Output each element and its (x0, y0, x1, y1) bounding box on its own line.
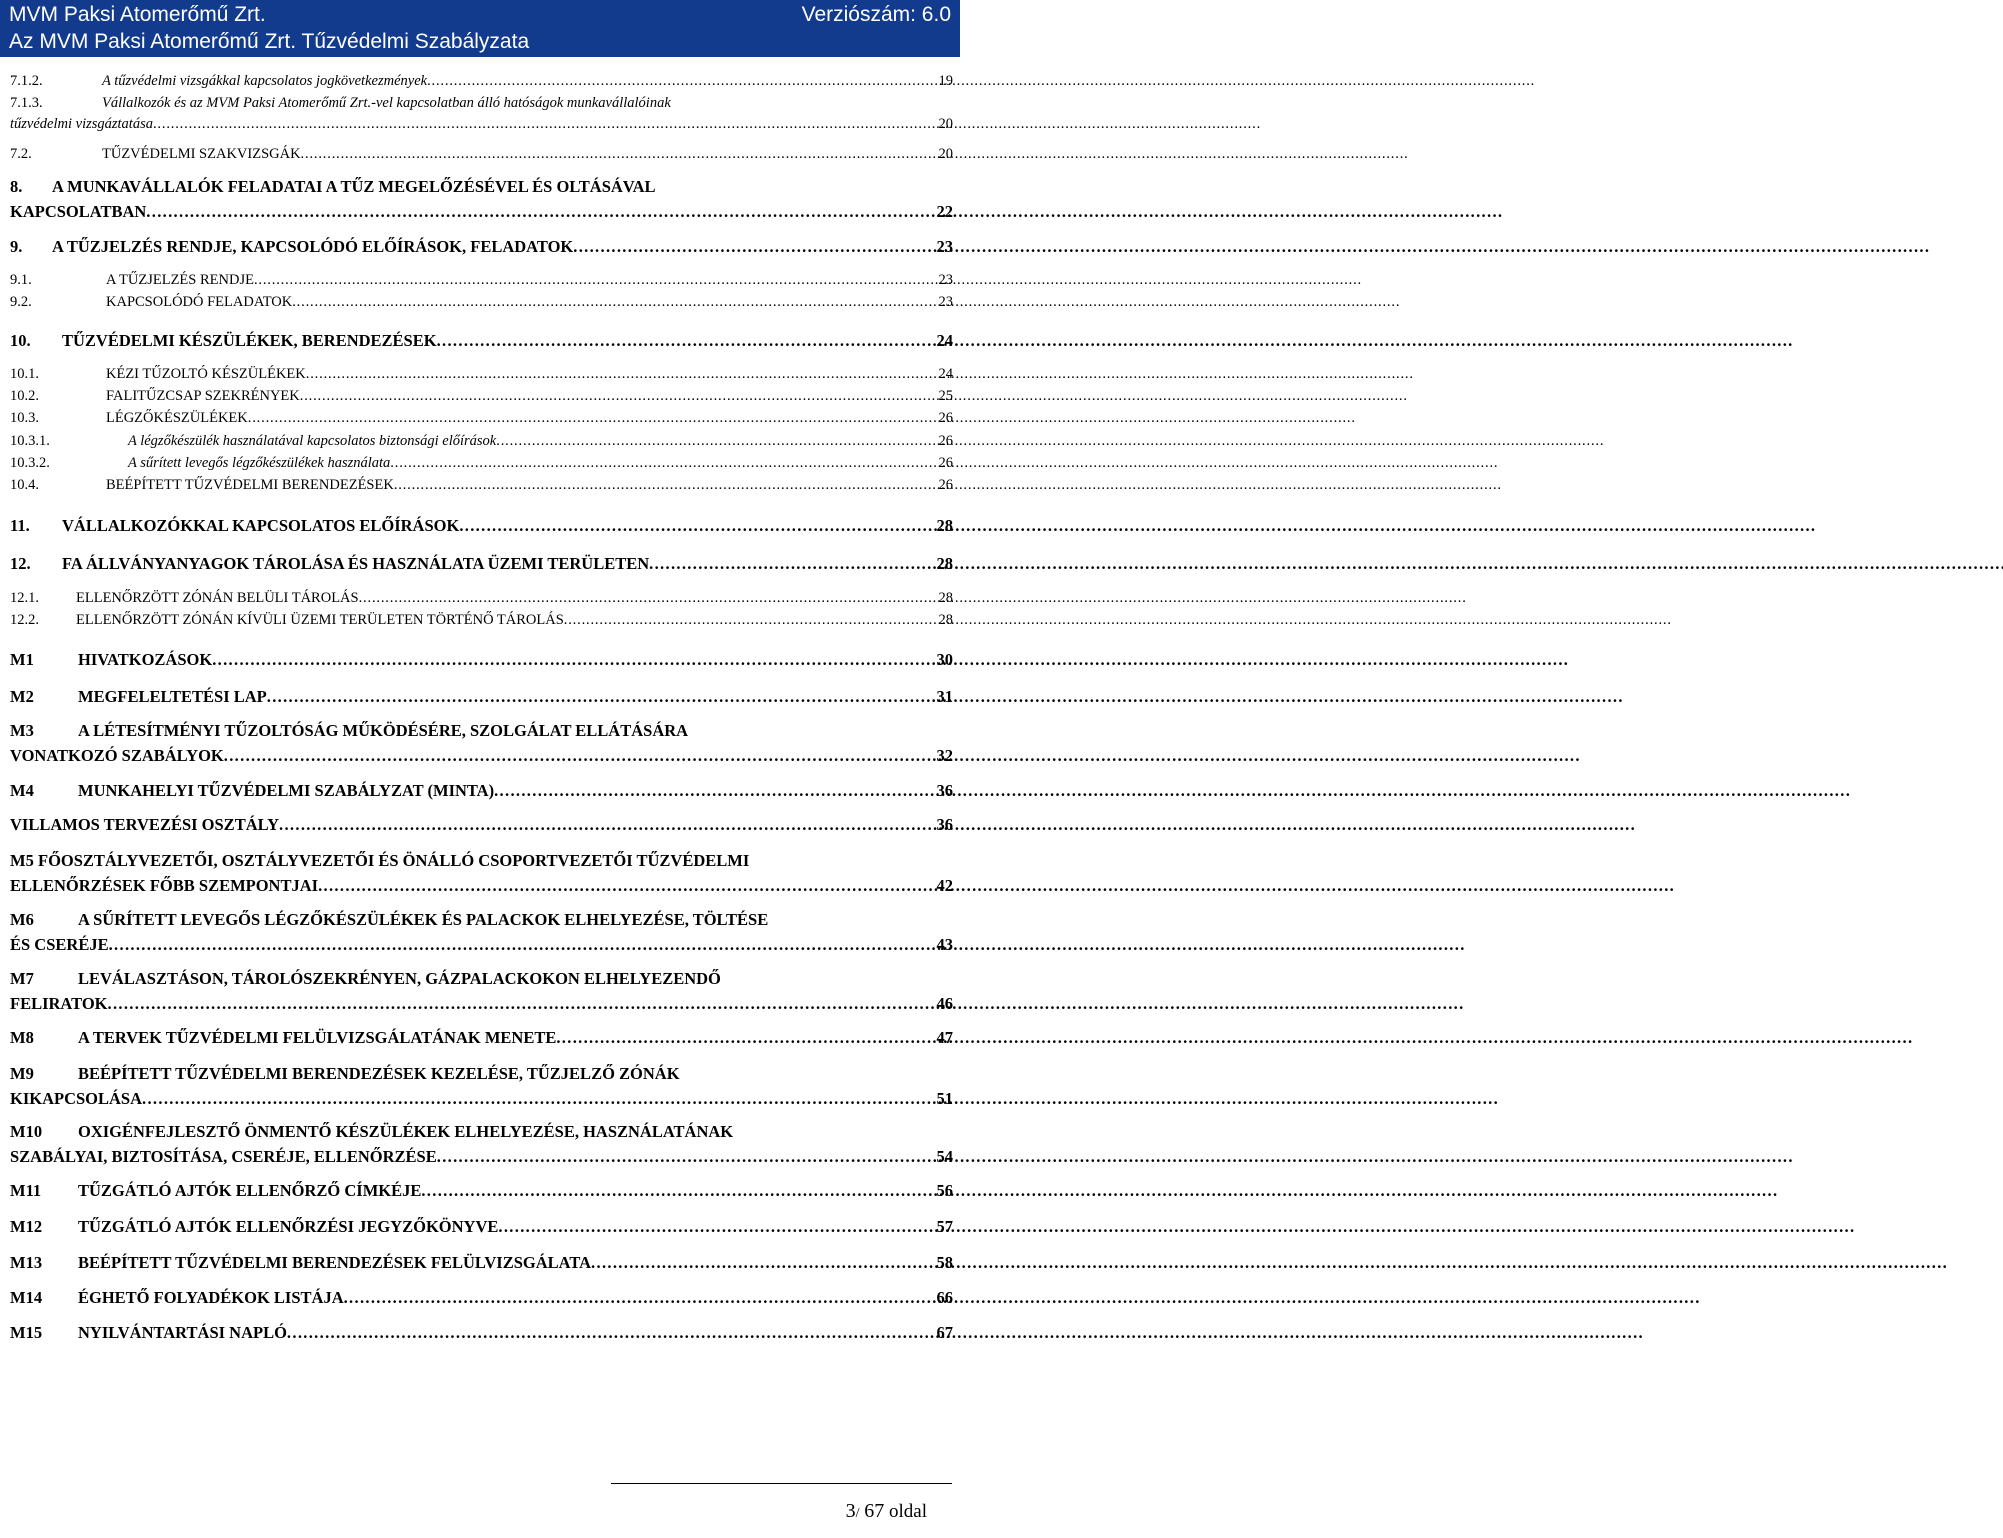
company-name: MVM Paksi Atomerőmű Zrt. (9, 3, 266, 26)
toc-page-number: 30 (936, 650, 953, 669)
toc-leader-dots (212, 647, 934, 672)
toc-entry[interactable] (10, 778, 953, 803)
toc-leader-dots (437, 1144, 935, 1169)
toc-number: 10.1. (10, 366, 39, 382)
toc-page-number: 32 (936, 746, 953, 765)
toc-entry[interactable] (10, 1285, 953, 1310)
toc-page-number: 26 (938, 477, 953, 493)
toc-page-number: 47 (936, 1028, 953, 1047)
toc-number: M2 (10, 687, 34, 706)
toc-entry[interactable] (10, 610, 953, 631)
toc-page-number: 36 (936, 781, 953, 800)
toc-entry-line (10, 1320, 953, 1345)
toc-entry-line (10, 1285, 953, 1310)
toc-title: Vállalkozók és az MVM Paksi Atomerőmű Zrt.-vel kapcsolatban álló hatóságok munkavállalóinak (102, 95, 671, 111)
toc-leader-dots (421, 1178, 934, 1203)
toc-entry-line (10, 1025, 953, 1050)
toc-leader-dots (394, 475, 937, 496)
toc-title: HIVATKOZÁSOK (78, 650, 213, 669)
toc-entry-line (10, 1086, 953, 1111)
toc-entry-line (10, 453, 953, 474)
toc-entry-line (10, 1144, 953, 1169)
toc-number: M10 (10, 1122, 43, 1141)
toc-page-number: 42 (936, 876, 953, 895)
toc-entry[interactable] (10, 1119, 953, 1169)
toc-title: ÉGHETŐ FOLYADÉKOK LISTÁJA (78, 1288, 344, 1307)
toc-leader-dots (573, 234, 934, 259)
toc-title: MEGFELELTETÉSI LAP (78, 687, 267, 706)
toc-entry-line (10, 991, 953, 1016)
document-title: Az MVM Paksi Atomerőmű Zrt. Tűzvédelmi Szabályzata (9, 30, 530, 53)
toc-number: M8 (10, 1028, 34, 1047)
toc-entry[interactable] (10, 1061, 953, 1111)
toc-page-number: 22 (936, 202, 953, 221)
toc-leader-dots (292, 292, 936, 313)
toc-number: 12.1. (10, 590, 39, 606)
toc-number: 8. (10, 177, 23, 196)
toc-leader-dots (287, 1320, 935, 1345)
toc-number: M4 (10, 781, 34, 800)
toc-title: SZABÁLYAI, BIZTOSÍTÁSA, CSERÉJE, ELLENŐRZÉSE (10, 1147, 437, 1166)
toc-title: TŰZVÉDELMI SZAKVIZSGÁK (102, 146, 301, 162)
toc-entry-line (10, 475, 953, 496)
toc-entry-line (10, 684, 953, 709)
toc-title: BEÉPÍTETT TŰZVÉDELMI BERENDEZÉSEK FELÜLVIZSGÁLATA (78, 1253, 592, 1272)
toc-title: KIKAPCSOLÁSA (10, 1089, 143, 1108)
toc-entry-line (10, 610, 953, 631)
toc-page-number: 23 (936, 237, 953, 256)
toc-page-number: 67 (936, 1323, 953, 1342)
toc-entry[interactable] (10, 513, 953, 538)
toc-number: M11 (10, 1181, 42, 1200)
toc-page-number: 28 (938, 590, 953, 606)
toc-page-number: 25 (938, 388, 953, 404)
toc-title: VILLAMOS TERVEZÉSI OSZTÁLY (10, 815, 280, 834)
toc-number: M3 (10, 721, 34, 740)
toc-entry[interactable] (10, 431, 953, 452)
toc-entry[interactable] (10, 292, 953, 313)
toc-entry-line (10, 812, 953, 837)
toc-title: KÉZI TŰZOLTÓ KÉSZÜLÉKEK (106, 366, 306, 382)
toc-entry-line (10, 386, 953, 407)
toc-leader-dots (437, 328, 935, 353)
toc-title: A SŰRÍTETT LEVEGŐS LÉGZŐKÉSZÜLÉKEK ÉS PALACKOK ELHELYEZÉSE, TÖLTÉSE (78, 910, 769, 929)
toc-title: ÉS CSERÉJE (10, 935, 109, 954)
toc-page-number: 28 (938, 612, 953, 628)
toc-title: tűzvédelmi vizsgáztatása (10, 116, 153, 132)
toc-title: NYILVÁNTARTÁSI NAPLÓ (78, 1323, 287, 1342)
toc-page-number: 57 (936, 1217, 953, 1236)
toc-title: FELIRATOK (10, 994, 108, 1013)
toc-entry[interactable] (10, 1178, 953, 1203)
toc-entry[interactable] (10, 907, 953, 957)
toc-entry-line (10, 199, 953, 224)
toc-entry[interactable] (10, 1214, 953, 1239)
toc-entry-line (10, 718, 953, 743)
toc-number: 10.3.1. (10, 433, 50, 449)
toc-entry[interactable] (10, 1320, 953, 1345)
toc-entry-line (10, 292, 953, 313)
toc-leader-dots (318, 873, 934, 898)
toc-entry-line (10, 270, 953, 291)
toc-page-number: 58 (936, 1253, 953, 1272)
toc-page-number: 23 (938, 294, 953, 310)
toc-title: MUNKAHELYI TŰZVÉDELMI SZABÁLYZAT (MINTA) (78, 781, 495, 800)
toc-entry[interactable] (10, 386, 953, 407)
toc-entry-line (10, 1061, 953, 1086)
toc-entry-line (10, 647, 953, 672)
toc-entry-line (10, 408, 953, 429)
toc-entry-line (10, 778, 953, 803)
toc-entry[interactable] (10, 144, 953, 165)
toc-entry[interactable] (10, 551, 953, 576)
toc-entry[interactable] (10, 588, 953, 609)
toc-leader-dots (142, 1086, 934, 1111)
toc-leader-dots (301, 144, 937, 165)
toc-page-number: 51 (936, 1089, 953, 1108)
toc-title: OXIGÉNFEJLESZTŐ ÖNMENTŐ KÉSZÜLÉKEK ELHELYEZÉSE, HASZNÁLATÁNAK (78, 1122, 734, 1141)
footer-divider (611, 1483, 952, 1484)
toc-title: KAPCSOLÓDÓ FELADATOK (106, 294, 293, 310)
toc-entry[interactable] (10, 71, 953, 92)
toc-entry[interactable] (10, 234, 953, 259)
toc-title: LÉGZŐKÉSZÜLÉKEK (106, 410, 248, 426)
toc-title: FŐOSZTÁLYVEZETŐI, OSZTÁLYVEZETŐI ÉS ÖNÁLLÓ CSOPORTVEZETŐI TŰZVÉDELMI (38, 851, 750, 870)
toc-entry[interactable] (10, 328, 953, 353)
toc-page-number: 56 (936, 1181, 953, 1200)
toc-entry[interactable] (10, 718, 953, 768)
toc-number: 12.2. (10, 612, 39, 628)
current-page: 3 (845, 1500, 856, 1522)
page-suffix: oldal (889, 1501, 927, 1522)
toc-number: M5 (10, 851, 34, 870)
toc-page-number: 66 (936, 1288, 953, 1307)
toc-number: 7.1.2. (10, 73, 43, 89)
toc-number: M9 (10, 1064, 34, 1083)
toc-title: A LÉTESÍTMÉNYI TŰZOLTÓSÁG MŰKÖDÉSÉRE, SZOLGÁLAT ELLÁTÁSÁRA (78, 721, 689, 740)
toc-leader-dots (649, 551, 934, 576)
toc-title: A TERVEK TŰZVÉDELMI FELÜLVIZSGÁLATÁNAK MENETE (78, 1028, 557, 1047)
toc-page-number: 20 (938, 116, 953, 132)
toc-entry-line (10, 873, 953, 898)
toc-page-number: 23 (938, 272, 953, 288)
toc-page-number: 20 (938, 146, 953, 162)
toc-page-number: 26 (938, 433, 953, 449)
toc-number: M7 (10, 969, 34, 988)
toc-entry-line (10, 551, 953, 576)
toc-leader-dots (459, 513, 934, 538)
toc-entry[interactable] (10, 1025, 953, 1050)
toc-entry-line (10, 1250, 953, 1275)
toc-title: A légzőkészülék használatával kapcsolatos biztonsági előírások (128, 433, 497, 449)
toc-number: M15 (10, 1323, 43, 1342)
toc-page-number: 28 (936, 516, 953, 535)
toc-leader-dots (279, 812, 934, 837)
toc-leader-dots (153, 114, 937, 135)
toc-title: A sűrített levegős légzőkészülékek használata (128, 455, 391, 471)
toc-page-number: 19 (938, 73, 953, 89)
toc-entry-line (10, 328, 953, 353)
toc-leader-dots (306, 364, 937, 385)
toc-number: M12 (10, 1217, 43, 1236)
toc-title: TŰZGÁTLÓ AJTÓK ELLENŐRZŐ CÍMKÉJE (78, 1181, 422, 1200)
toc-title: FA ÁLLVÁNYANYAGOK TÁROLÁSA ÉS HASZNÁLATA ÜZEMI TERÜLETEN (62, 554, 650, 573)
toc-page-number: 24 (938, 366, 953, 382)
toc-title: A tűzvédelmi vizsgákkal kapcsolatos jogkövetkezmények (102, 73, 428, 89)
toc-entry[interactable] (10, 93, 953, 135)
page-number (846, 1500, 927, 1523)
toc-page-number: 31 (936, 687, 953, 706)
toc-leader-dots (146, 199, 934, 224)
toc-entry-line (10, 932, 953, 957)
toc-leader-dots (556, 1025, 934, 1050)
toc-title: ELLENŐRZÉSEK FŐBB SZEMPONTJAI (10, 876, 319, 895)
toc-title: VONATKOZÓ SZABÁLYOK (10, 746, 224, 765)
toc-leader-dots (494, 778, 934, 803)
toc-title: A TŰZJELZÉS RENDJE (106, 272, 254, 288)
toc-entry[interactable] (10, 1250, 953, 1275)
toc-title: KAPCSOLATBAN (10, 202, 147, 221)
toc-entry[interactable] (10, 174, 953, 224)
toc-entry[interactable] (10, 966, 953, 1016)
toc-entry-line (10, 1119, 953, 1144)
version-label: Verziószám: 6.0 (801, 3, 951, 26)
toc-entry[interactable] (10, 270, 953, 291)
toc-title: VÁLLALKOZÓKKAL KAPCSOLATOS ELŐÍRÁSOK (62, 516, 460, 535)
toc-leader-dots (344, 1285, 935, 1310)
page-separator: / (855, 1506, 860, 1521)
toc-number: 10.2. (10, 388, 39, 404)
toc-title: FALITŰZCSAP SZEKRÉNYEK (106, 388, 300, 404)
toc-entry-line (10, 71, 953, 92)
toc-leader-dots (591, 1250, 934, 1275)
toc-entry-line (10, 93, 953, 114)
toc-title: ELLENŐRZÖTT ZÓNÁN KÍVÜLI ÜZEMI TERÜLETEN TÖRTÉNŐ TÁROLÁS (76, 612, 564, 628)
toc-entry[interactable] (10, 647, 953, 672)
table-of-contents (0, 0, 960, 1538)
toc-entry-line (10, 234, 953, 259)
toc-entry-line (10, 1214, 953, 1239)
toc-number: M13 (10, 1253, 43, 1272)
toc-leader-dots (224, 743, 935, 768)
toc-entry[interactable] (10, 475, 953, 496)
toc-entry-line (10, 364, 953, 385)
toc-entry[interactable] (10, 848, 953, 898)
toc-page-number: 26 (938, 410, 953, 426)
toc-title: LEVÁLASZTÁSON, TÁROLÓSZEKRÉNYEN, GÁZPALACKOKON ELHELYEZENDŐ (78, 969, 721, 988)
toc-number: M1 (10, 650, 34, 669)
toc-leader-dots (390, 453, 936, 474)
toc-number: 11. (10, 516, 30, 535)
toc-number: 10.3.2. (10, 455, 50, 471)
toc-leader-dots (359, 588, 937, 609)
toc-leader-dots (248, 408, 937, 429)
toc-page-number: 24 (936, 331, 953, 350)
toc-number: 7.1.3. (10, 95, 43, 111)
toc-entry-line (10, 588, 953, 609)
toc-entry[interactable] (10, 684, 953, 709)
toc-page-number: 26 (938, 455, 953, 471)
toc-leader-dots (498, 1214, 934, 1239)
toc-title: ELLENŐRZÖTT ZÓNÁN BELÜLI TÁROLÁS (76, 590, 359, 606)
toc-entry-line (10, 431, 953, 452)
toc-page-number: 43 (936, 935, 953, 954)
toc-number: 10. (10, 331, 31, 350)
toc-number: M14 (10, 1288, 43, 1307)
toc-page-number: 54 (936, 1147, 953, 1166)
toc-leader-dots (254, 270, 937, 291)
toc-number: 9. (10, 237, 23, 256)
toc-page-number: 36 (936, 815, 953, 834)
toc-leader-dots (108, 991, 935, 1016)
toc-entry-line (10, 743, 953, 768)
toc-entry-line (10, 1178, 953, 1203)
toc-number: 7.2. (10, 146, 32, 162)
toc-number: 10.4. (10, 477, 39, 493)
toc-title: A TŰZJELZÉS RENDJE, KAPCSOLÓDÓ ELŐÍRÁSOK, FELADATOK (52, 237, 574, 256)
toc-entry-line (10, 174, 953, 199)
toc-entry[interactable] (10, 812, 953, 837)
toc-entry-line (10, 907, 953, 932)
toc-leader-dots (427, 71, 936, 92)
toc-title: TŰZGÁTLÓ AJTÓK ELLENŐRZÉSI JEGYZŐKÖNYVE (78, 1217, 499, 1236)
toc-page-number: 28 (936, 554, 953, 573)
toc-entry-line (10, 114, 953, 135)
toc-page-number: 46 (936, 994, 953, 1013)
toc-number: M6 (10, 910, 34, 929)
toc-number: 10.3. (10, 410, 39, 426)
toc-entry-line (10, 144, 953, 165)
toc-leader-dots (109, 932, 935, 957)
toc-entry-line (10, 966, 953, 991)
toc-entry[interactable] (10, 364, 953, 385)
toc-entry-line (10, 513, 953, 538)
toc-leader-dots (564, 610, 937, 631)
toc-title: BEÉPÍTETT TŰZVÉDELMI BERENDEZÉSEK (106, 477, 394, 493)
toc-number: 9.2. (10, 294, 32, 310)
total-pages: 67 (864, 1500, 885, 1522)
toc-leader-dots (267, 684, 935, 709)
toc-title: A MUNKAVÁLLALÓK FELADATAI A TŰZ MEGELŐZÉSÉVEL ÉS OLTÁSÁVAL (52, 177, 656, 196)
toc-number: 9.1. (10, 272, 32, 288)
toc-entry-line (10, 848, 953, 873)
toc-entry[interactable] (10, 408, 953, 429)
toc-entry[interactable] (10, 453, 953, 474)
toc-title: BEÉPÍTETT TŰZVÉDELMI BERENDEZÉSEK KEZELÉSE, TŰZJELZŐ ZÓNÁK (78, 1064, 680, 1083)
toc-leader-dots (496, 431, 936, 452)
toc-number: 12. (10, 554, 31, 573)
toc-title: TŰZVÉDELMI KÉSZÜLÉKEK, BERENDEZÉSEK (62, 331, 437, 350)
toc-leader-dots (300, 386, 937, 407)
